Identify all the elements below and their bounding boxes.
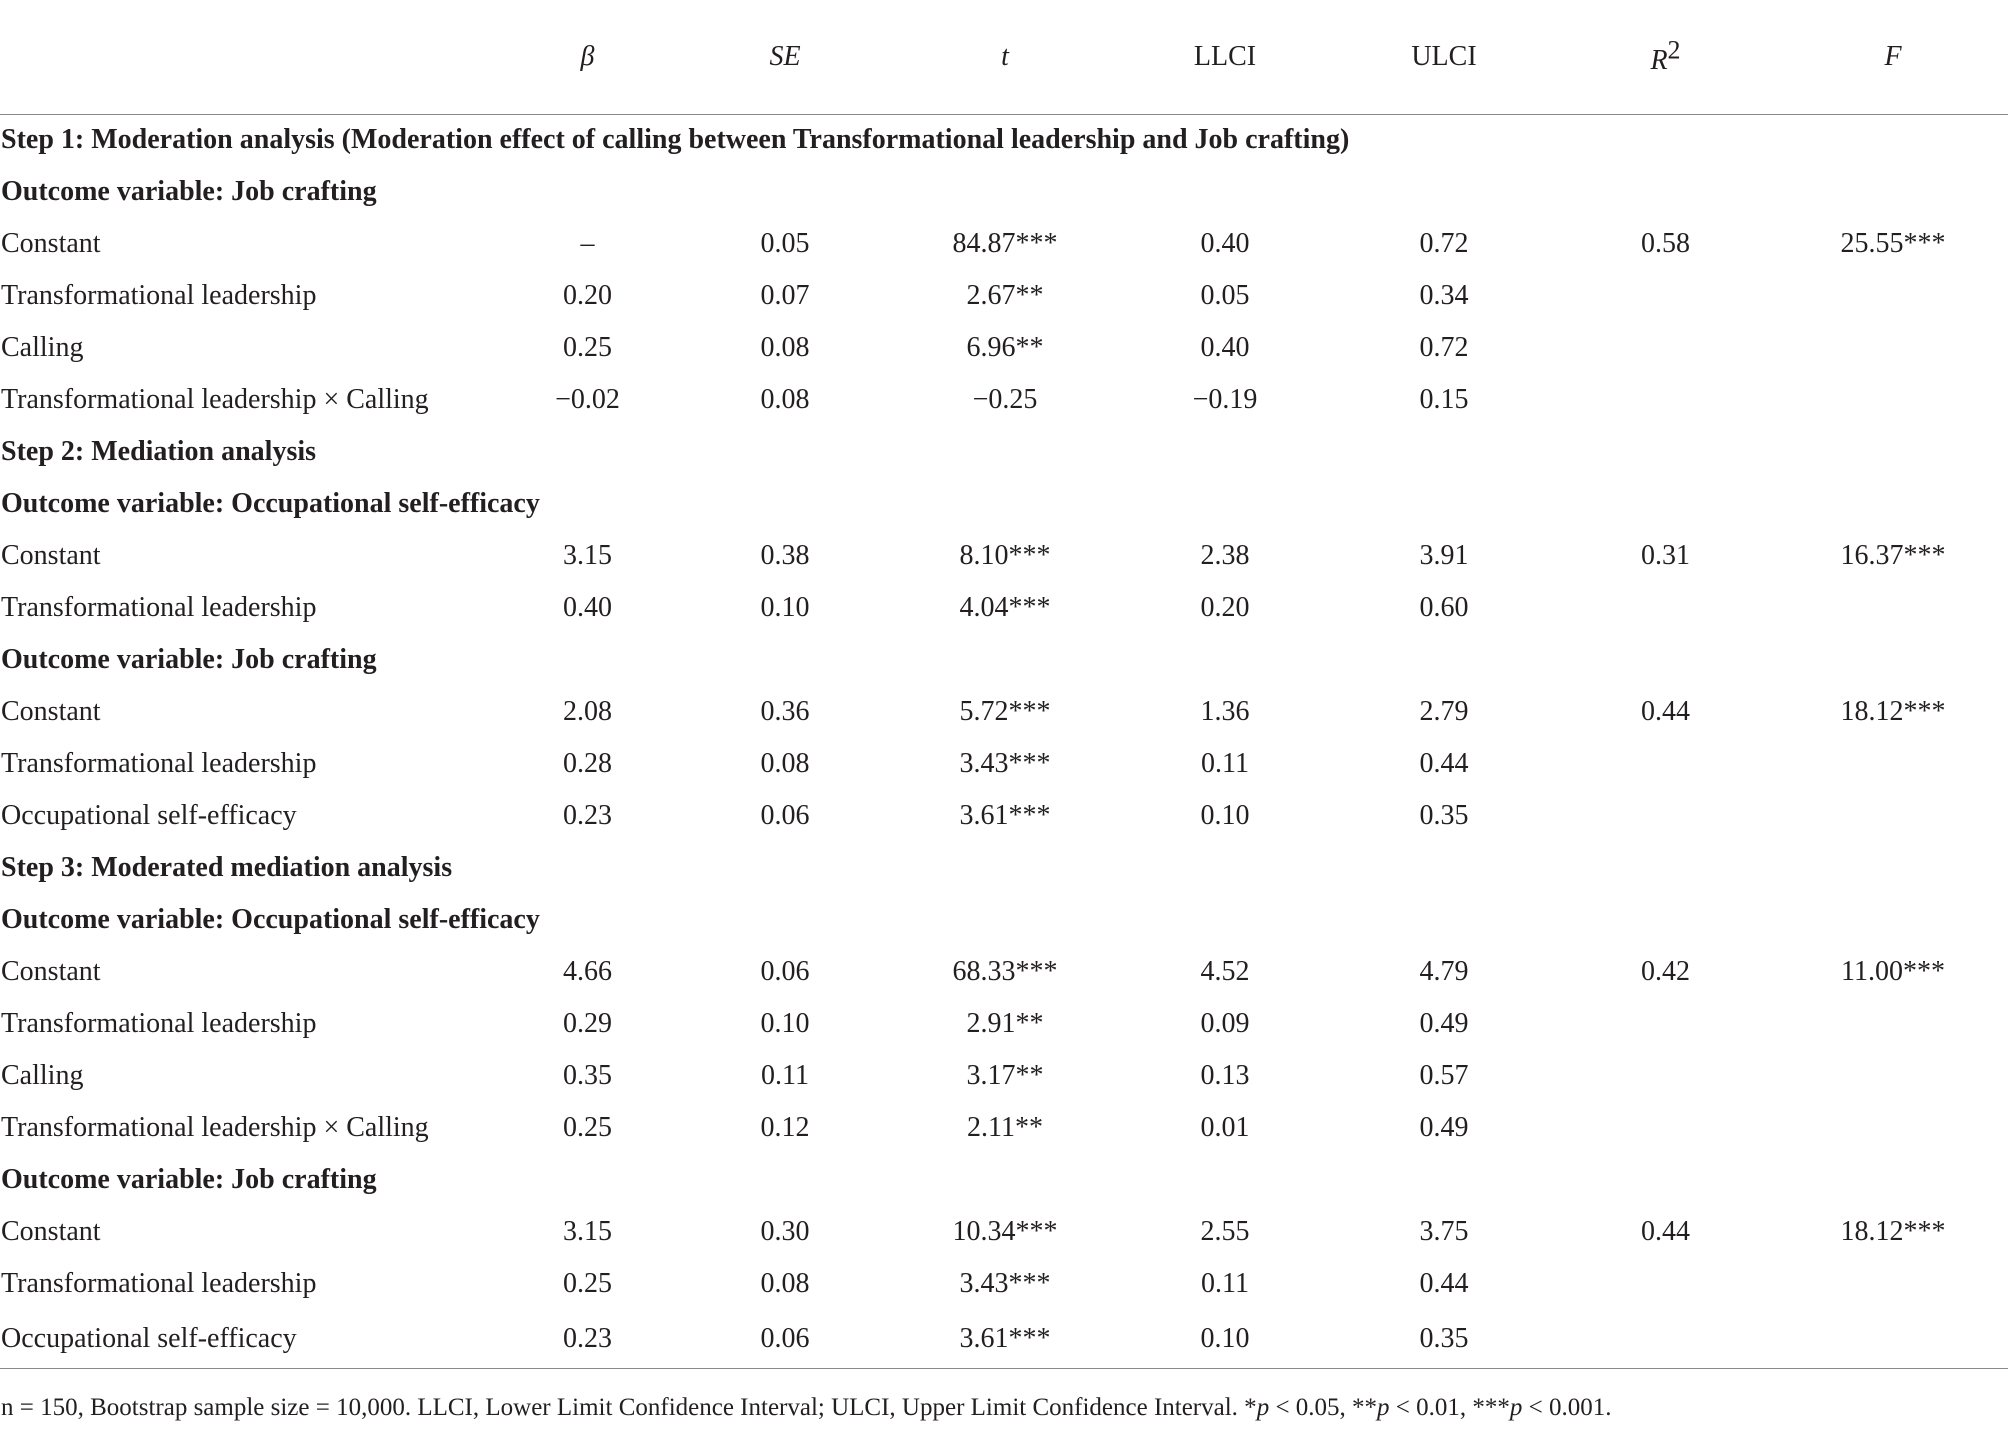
cell-f — [1778, 374, 2008, 426]
table-row — [0, 686, 2008, 738]
cell-t: 68.33*** — [952, 956, 1058, 987]
cell-beta: 3.15 — [563, 1216, 612, 1247]
cell-se: 0.05 — [760, 228, 810, 259]
cell-beta: −0.02 — [555, 384, 620, 415]
cell-llci: 0.11 — [1201, 748, 1249, 779]
cell-r2 — [1553, 738, 1778, 790]
cell-f — [1778, 582, 2008, 634]
cell-f — [1778, 790, 2008, 842]
row-label: Constant — [1, 540, 101, 571]
table-row — [0, 738, 2008, 790]
cell-t: 5.72*** — [959, 696, 1051, 727]
header-r2-sup: 2 — [1667, 36, 1681, 66]
cell-se: 0.38 — [760, 540, 810, 571]
table-row — [0, 322, 2008, 374]
cell-f: 18.12*** — [1840, 696, 1946, 727]
row-label: Transformational leadership — [1, 748, 317, 779]
cell-f: 11.00*** — [1841, 956, 1945, 987]
cell-llci: 0.11 — [1201, 1268, 1249, 1299]
cell-beta: 0.20 — [563, 280, 612, 311]
header-beta: β — [500, 0, 675, 114]
footnote-part: n = 150, Bootstrap sample size = 10,000. LLCI, Lower Limit Confidence Interval; ULCI, Upper Limit Confidence Interval. * — [1, 1394, 1257, 1421]
table-row — [0, 270, 2008, 322]
cell-llci: 0.13 — [1200, 1060, 1250, 1091]
cell-f: 16.37*** — [1840, 540, 1946, 571]
cell-r2 — [1553, 998, 1778, 1050]
cell-r2: 0.31 — [1641, 540, 1690, 571]
cell-llci: 0.10 — [1115, 1310, 1335, 1369]
cell-f — [1778, 1310, 2008, 1369]
cell-ulci: 0.34 — [1419, 280, 1469, 311]
table-row — [0, 1310, 2008, 1369]
cell-r2: 0.44 — [1641, 696, 1690, 727]
cell-ulci: 0.60 — [1419, 592, 1469, 623]
outcome-title: Outcome variable: Occupational self-efficacy — [1, 488, 540, 519]
cell-se: 0.10 — [760, 1008, 810, 1039]
cell-beta: 0.28 — [563, 748, 612, 779]
header-llci: LLCI — [1115, 0, 1335, 114]
footnote-part: < 0.01, *** — [1389, 1394, 1510, 1421]
cell-ulci: 0.72 — [1419, 228, 1469, 259]
cell-r2 — [1553, 582, 1778, 634]
cell-f — [1778, 1258, 2008, 1310]
cell-ulci: 0.15 — [1419, 384, 1469, 415]
cell-se: 0.08 — [760, 1268, 810, 1299]
section-title: Step 1: Moderation analysis (Moderation effect of calling between Transformational leadership and Job crafting) — [1, 124, 1350, 156]
cell-t: 10.34*** — [952, 1216, 1058, 1247]
cell-r2 — [1553, 790, 1778, 842]
row-label: Calling — [1, 1060, 84, 1091]
cell-se: 0.11 — [761, 1060, 809, 1091]
cell-t: 6.96** — [966, 332, 1044, 363]
cell-t: −0.25 — [972, 384, 1038, 415]
outcome-heading-row — [0, 478, 2008, 530]
table-row — [0, 1050, 2008, 1102]
table-row — [0, 1102, 2008, 1154]
cell-r2 — [1553, 1102, 1778, 1154]
cell-r2: 0.42 — [1641, 956, 1690, 987]
cell-llci: 0.05 — [1200, 280, 1250, 311]
cell-f — [1778, 998, 2008, 1050]
cell-llci: −0.19 — [1192, 384, 1258, 415]
cell-f — [1778, 738, 2008, 790]
cell-llci: 4.52 — [1200, 956, 1250, 987]
outcome-heading-row — [0, 634, 2008, 686]
header-f: F — [1778, 0, 2008, 114]
table-header-row — [0, 0, 2008, 114]
cell-llci: 0.10 — [1200, 800, 1250, 831]
outcome-heading-row — [0, 166, 2008, 218]
cell-llci: 0.40 — [1200, 228, 1250, 259]
row-label: Transformational leadership — [1, 592, 317, 623]
table-row — [0, 1258, 2008, 1310]
cell-ulci: 0.35 — [1419, 800, 1469, 831]
header-r2-base: R — [1650, 45, 1668, 77]
table-row — [0, 530, 2008, 582]
row-label: Transformational leadership — [1, 1268, 317, 1299]
cell-beta: 0.35 — [563, 1060, 612, 1091]
cell-ulci: 0.49 — [1419, 1112, 1469, 1143]
cell-se: 0.08 — [760, 332, 810, 363]
cell-ulci: 3.75 — [1419, 1216, 1469, 1247]
cell-llci: 0.09 — [1200, 1008, 1250, 1039]
cell-r2: 0.44 — [1641, 1216, 1690, 1247]
cell-se: 0.07 — [760, 280, 810, 311]
cell-ulci: 0.35 — [1335, 1310, 1553, 1369]
footnote-part: < 0.001. — [1522, 1394, 1612, 1421]
row-label: Transformational leadership × Calling — [1, 384, 429, 415]
row-label: Transformational leadership × Calling — [1, 1112, 429, 1143]
cell-se: 0.30 — [760, 1216, 810, 1247]
outcome-title: Outcome variable: Job crafting — [1, 1164, 377, 1195]
cell-llci: 0.01 — [1200, 1112, 1250, 1143]
section-title: Step 3: Moderated mediation analysis — [1, 852, 453, 883]
row-label: Occupational self-efficacy — [1, 800, 297, 831]
section-title: Step 2: Mediation analysis — [1, 436, 317, 467]
cell-t: 3.61*** — [959, 800, 1051, 831]
row-label: Constant — [1, 956, 101, 987]
cell-se: 0.36 — [760, 696, 810, 727]
cell-r2 — [1553, 1310, 1778, 1369]
cell-ulci: 4.79 — [1419, 956, 1469, 987]
cell-t: 2.67** — [966, 280, 1044, 311]
cell-se: 0.06 — [675, 1310, 895, 1369]
cell-se: 0.06 — [760, 956, 810, 987]
table-row — [0, 1206, 2008, 1258]
row-label: Occupational self-efficacy — [0, 1310, 500, 1369]
cell-beta: 2.08 — [563, 696, 612, 727]
cell-beta: – — [580, 228, 595, 259]
cell-t: 2.91** — [966, 1008, 1044, 1039]
cell-t: 8.10*** — [959, 540, 1051, 571]
cell-ulci: 0.72 — [1419, 332, 1469, 363]
section-heading-row — [0, 426, 2008, 478]
cell-r2 — [1553, 1050, 1778, 1102]
row-label: Transformational leadership — [1, 1008, 317, 1039]
cell-r2 — [1553, 1258, 1778, 1310]
row-label: Constant — [1, 696, 101, 727]
footnote-part: p — [1256, 1394, 1270, 1421]
cell-se: 0.08 — [760, 748, 810, 779]
cell-beta: 0.25 — [563, 332, 612, 363]
outcome-heading-row — [0, 1154, 2008, 1206]
cell-se: 0.10 — [760, 592, 810, 623]
cell-beta: 4.66 — [563, 956, 612, 987]
row-label: Transformational leadership — [1, 280, 317, 311]
cell-beta: 0.23 — [563, 800, 612, 831]
cell-t: 4.04*** — [959, 592, 1051, 623]
cell-llci: 2.55 — [1200, 1216, 1250, 1247]
cell-t: 84.87*** — [952, 228, 1058, 259]
cell-r2 — [1553, 374, 1778, 426]
cell-beta: 0.29 — [563, 1008, 612, 1039]
outcome-title: Outcome variable: Job crafting — [1, 176, 377, 207]
table-footnote — [1, 1394, 1612, 1422]
cell-ulci: 3.91 — [1419, 540, 1469, 571]
footnote-part: p — [1509, 1394, 1523, 1421]
cell-t: 2.11** — [967, 1112, 1043, 1143]
cell-beta: 0.25 — [563, 1112, 612, 1143]
cell-f — [1778, 1050, 2008, 1102]
table-row — [0, 218, 2008, 270]
table-row — [0, 946, 2008, 998]
outcome-heading-row — [0, 894, 2008, 946]
cell-t: 3.43*** — [959, 748, 1051, 779]
cell-se: 0.06 — [760, 800, 810, 831]
cell-beta: 0.25 — [563, 1268, 612, 1299]
cell-r2: 0.58 — [1641, 228, 1690, 259]
cell-f — [1778, 270, 2008, 322]
row-label: Calling — [1, 332, 84, 363]
cell-ulci: 0.44 — [1419, 748, 1469, 779]
cell-llci: 0.20 — [1200, 592, 1250, 623]
header-t: t — [895, 0, 1115, 114]
table-body — [0, 114, 2008, 1369]
cell-llci: 0.40 — [1200, 332, 1250, 363]
cell-ulci: 0.49 — [1419, 1008, 1469, 1039]
cell-beta: 0.40 — [563, 592, 612, 623]
cell-llci: 2.38 — [1200, 540, 1250, 571]
header-se: SE — [675, 0, 895, 114]
cell-beta: 0.23 — [500, 1310, 675, 1369]
table-row — [0, 582, 2008, 634]
table-row — [0, 998, 2008, 1050]
cell-t: 3.61*** — [895, 1310, 1115, 1369]
outcome-title: Outcome variable: Job crafting — [1, 644, 377, 675]
cell-se: 0.12 — [760, 1112, 810, 1143]
row-label: Constant — [1, 1216, 101, 1247]
cell-f — [1778, 322, 2008, 374]
cell-ulci: 0.57 — [1419, 1060, 1469, 1091]
section-heading-row — [0, 114, 2008, 166]
cell-f — [1778, 1102, 2008, 1154]
table-row — [0, 374, 2008, 426]
cell-t: 3.43*** — [959, 1268, 1051, 1299]
footnote-part: p — [1377, 1394, 1390, 1421]
cell-ulci: 0.44 — [1419, 1268, 1469, 1299]
section-heading-row — [0, 842, 2008, 894]
footnote-part: < 0.05, ** — [1269, 1394, 1378, 1421]
cell-llci: 1.36 — [1200, 696, 1250, 727]
cell-f: 18.12*** — [1840, 1216, 1946, 1247]
outcome-title: Outcome variable: Occupational self-efficacy — [1, 904, 540, 935]
cell-r2 — [1553, 270, 1778, 322]
cell-r2 — [1553, 322, 1778, 374]
header-label — [0, 0, 500, 114]
header-ulci: ULCI — [1335, 0, 1553, 114]
cell-beta: 3.15 — [563, 540, 612, 571]
cell-t: 3.17** — [966, 1060, 1044, 1091]
cell-se: 0.08 — [760, 384, 810, 415]
cell-f: 25.55*** — [1840, 228, 1946, 259]
header-r2 — [1553, 0, 1778, 114]
row-label: Constant — [1, 228, 101, 259]
table-row — [0, 790, 2008, 842]
cell-ulci: 2.79 — [1419, 696, 1469, 727]
